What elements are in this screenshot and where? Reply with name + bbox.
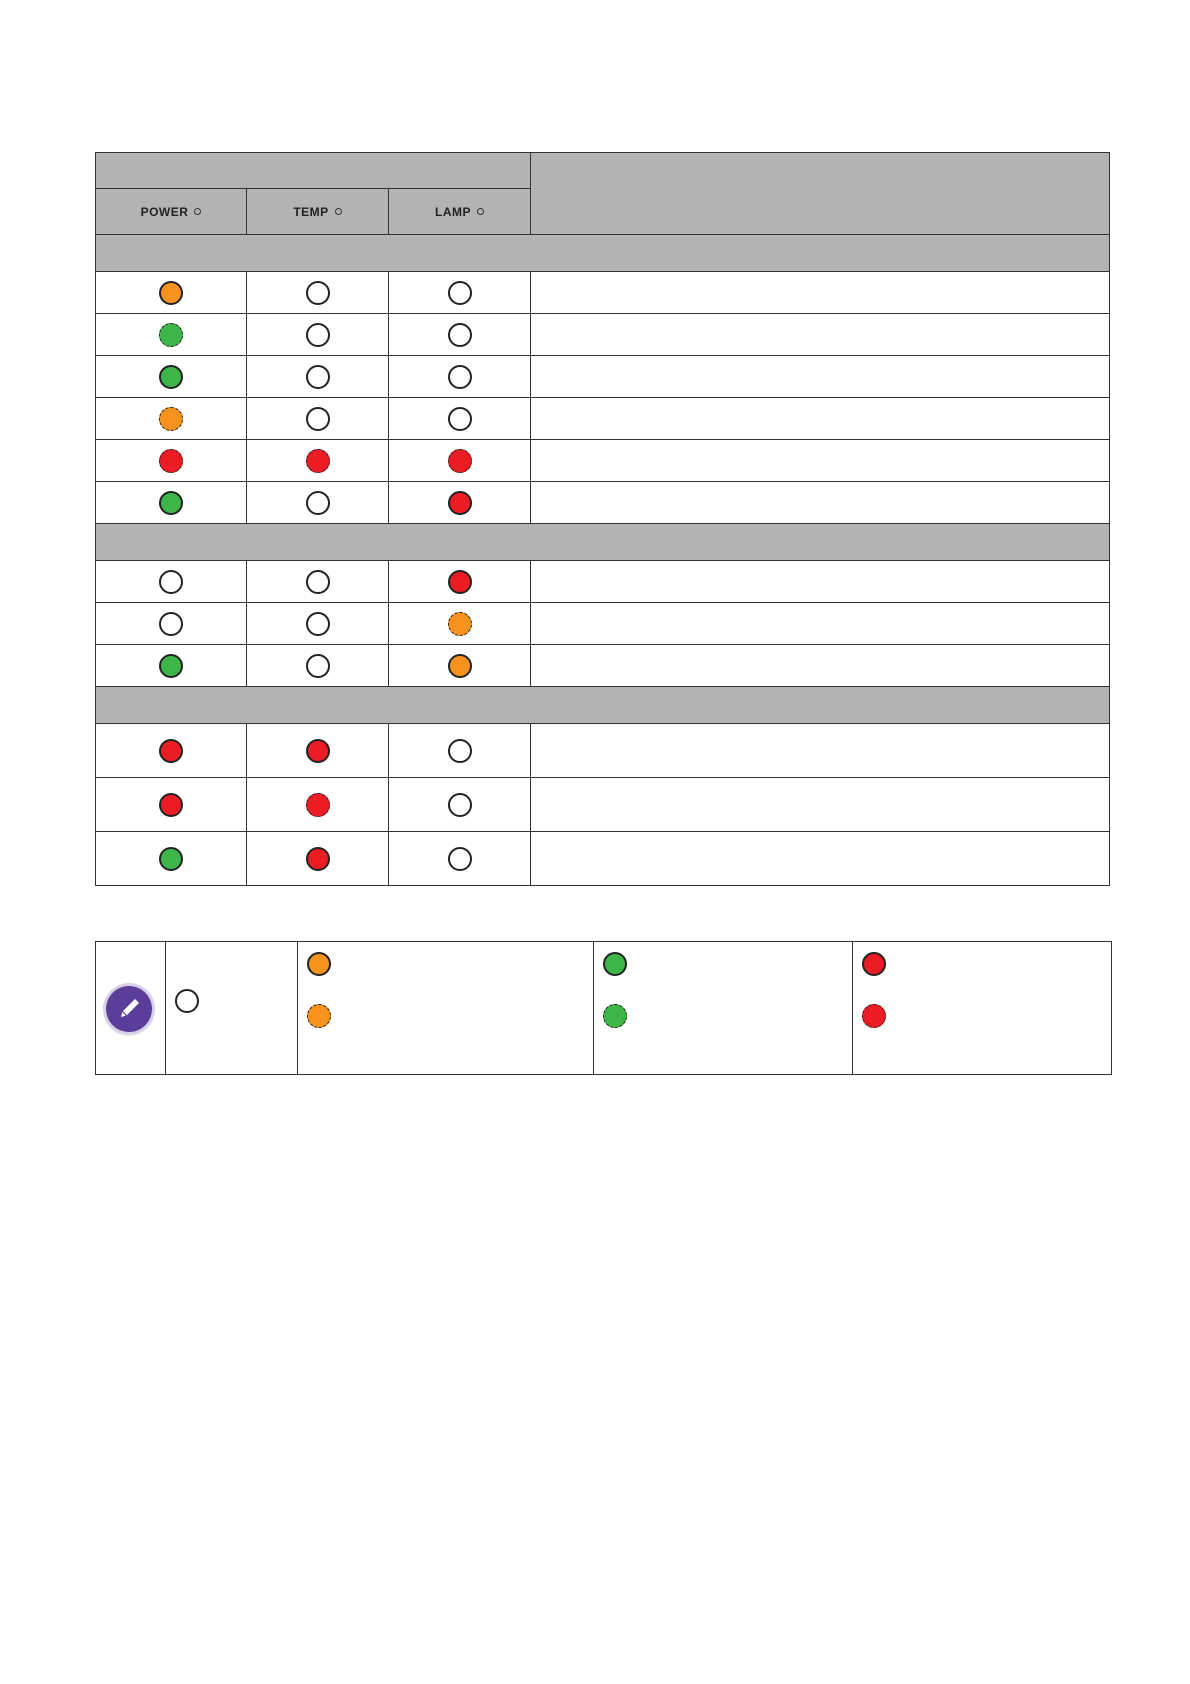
power-indicator-cell (96, 356, 247, 398)
status-description-cell (531, 398, 1110, 440)
legend-orange-led-icon (307, 952, 331, 976)
temp-indicator-cell (247, 832, 389, 886)
pencil-note-icon (106, 986, 152, 1032)
lamp-indicator-cell (389, 561, 531, 603)
legend-red-cell (853, 942, 1111, 1074)
column-header-power: POWER (96, 189, 247, 235)
lamp-indicator-cell (389, 778, 531, 832)
legend-orange-flash-led-icon (307, 1004, 331, 1028)
small-circle-icon (477, 208, 484, 215)
led-off-icon (306, 654, 330, 678)
table-row (96, 314, 1110, 356)
led-red-icon (306, 739, 330, 763)
note-icon-cell (96, 942, 166, 1074)
lamp-indicator-cell (389, 832, 531, 886)
lamp-indicator-cell (389, 398, 531, 440)
led-red-flash-icon (306, 449, 330, 473)
temp-indicator-cell (247, 482, 389, 524)
table-row (96, 398, 1110, 440)
section-header-row (96, 687, 1110, 724)
status-description-cell (531, 832, 1110, 886)
temp-indicator-cell (247, 645, 389, 687)
led-red-icon (159, 793, 183, 817)
table-row (96, 645, 1110, 687)
legend-red-led-icon (862, 952, 886, 976)
led-off-icon (448, 407, 472, 431)
table-row (96, 440, 1110, 482)
status-description-cell (531, 482, 1110, 524)
led-off-icon (306, 407, 330, 431)
temp-indicator-cell (247, 314, 389, 356)
lamp-indicator-cell (389, 272, 531, 314)
lamp-indicator-cell (389, 314, 531, 356)
temp-indicator-cell (247, 356, 389, 398)
legend-off-cell (166, 942, 298, 1074)
lamp-indicator-cell (389, 482, 531, 524)
status-description-cell (531, 778, 1110, 832)
section-header (96, 524, 1110, 561)
power-indicator-cell (96, 561, 247, 603)
led-green-flash-icon (159, 323, 183, 347)
power-indicator-cell (96, 832, 247, 886)
temp-indicator-cell (247, 603, 389, 645)
status-description-cell (531, 724, 1110, 778)
power-indicator-cell (96, 724, 247, 778)
led-off-icon (159, 612, 183, 636)
legend-orange-cell (298, 942, 594, 1074)
temp-indicator-cell (247, 440, 389, 482)
status-description-cell (531, 272, 1110, 314)
led-off-icon (448, 281, 472, 305)
power-indicator-cell (96, 482, 247, 524)
status-description-cell (531, 356, 1110, 398)
power-indicator-cell (96, 314, 247, 356)
led-red-icon (448, 570, 472, 594)
led-red-icon (306, 847, 330, 871)
led-red-flash-icon (159, 449, 183, 473)
led-green-icon (159, 847, 183, 871)
power-indicator-cell (96, 603, 247, 645)
power-indicator-cell (96, 440, 247, 482)
led-off-icon (306, 323, 330, 347)
column-header-temp: TEMP (247, 189, 389, 235)
led-red-icon (448, 491, 472, 515)
led-off-icon (306, 570, 330, 594)
temp-indicator-cell (247, 778, 389, 832)
led-orange-flash-icon (448, 612, 472, 636)
status-description-cell (531, 603, 1110, 645)
temp-indicator-cell (247, 561, 389, 603)
section-header-row (96, 524, 1110, 561)
led-off-icon (159, 570, 183, 594)
legend-red-flash-led-icon (862, 1004, 886, 1028)
led-orange-icon (448, 654, 472, 678)
led-red-flash-icon (448, 449, 472, 473)
legend-green-flash-led-icon (603, 1004, 627, 1028)
table-row (96, 482, 1110, 524)
led-off-icon (448, 323, 472, 347)
indicator-table-body (96, 235, 1110, 886)
lamp-indicator-cell (389, 645, 531, 687)
small-circle-icon (194, 208, 201, 215)
power-indicator-cell (96, 398, 247, 440)
led-red-flash-icon (306, 793, 330, 817)
led-off-icon (448, 847, 472, 871)
status-header (531, 153, 1110, 235)
power-indicator-cell (96, 272, 247, 314)
led-red-icon (159, 739, 183, 763)
lamp-indicator-cell (389, 440, 531, 482)
legend-note (95, 941, 1112, 1075)
status-description-cell (531, 440, 1110, 482)
section-header (96, 235, 1110, 272)
status-description-cell (531, 561, 1110, 603)
temp-indicator-cell (247, 398, 389, 440)
table-row (96, 272, 1110, 314)
led-off-icon (306, 491, 330, 515)
led-green-icon (159, 491, 183, 515)
column-header-lamp: LAMP (389, 189, 531, 235)
power-indicator-cell (96, 778, 247, 832)
section-header (96, 687, 1110, 724)
led-off-icon (306, 365, 330, 389)
legend-off-led-icon (175, 989, 199, 1013)
led-off-icon (306, 612, 330, 636)
legend-green-cell (594, 942, 853, 1074)
led-off-icon (306, 281, 330, 305)
table-row (96, 724, 1110, 778)
temp-indicator-cell (247, 724, 389, 778)
section-header-row (96, 235, 1110, 272)
lamp-indicator-cell (389, 724, 531, 778)
status-description-cell (531, 645, 1110, 687)
lamp-indicator-cell (389, 603, 531, 645)
led-off-icon (448, 365, 472, 389)
power-indicator-cell (96, 645, 247, 687)
table-row (96, 832, 1110, 886)
led-off-icon (448, 793, 472, 817)
legend-green-led-icon (603, 952, 627, 976)
led-off-icon (448, 739, 472, 763)
table-row (96, 778, 1110, 832)
table-row (96, 561, 1110, 603)
lamp-indicator-cell (389, 356, 531, 398)
led-green-icon (159, 365, 183, 389)
indicator-header (96, 153, 531, 189)
led-green-icon (159, 654, 183, 678)
indicator-table (95, 152, 1110, 886)
small-circle-icon (335, 208, 342, 215)
led-orange-flash-icon (159, 407, 183, 431)
status-description-cell (531, 314, 1110, 356)
led-orange-icon (159, 281, 183, 305)
temp-indicator-cell (247, 272, 389, 314)
table-row (96, 356, 1110, 398)
table-row (96, 603, 1110, 645)
